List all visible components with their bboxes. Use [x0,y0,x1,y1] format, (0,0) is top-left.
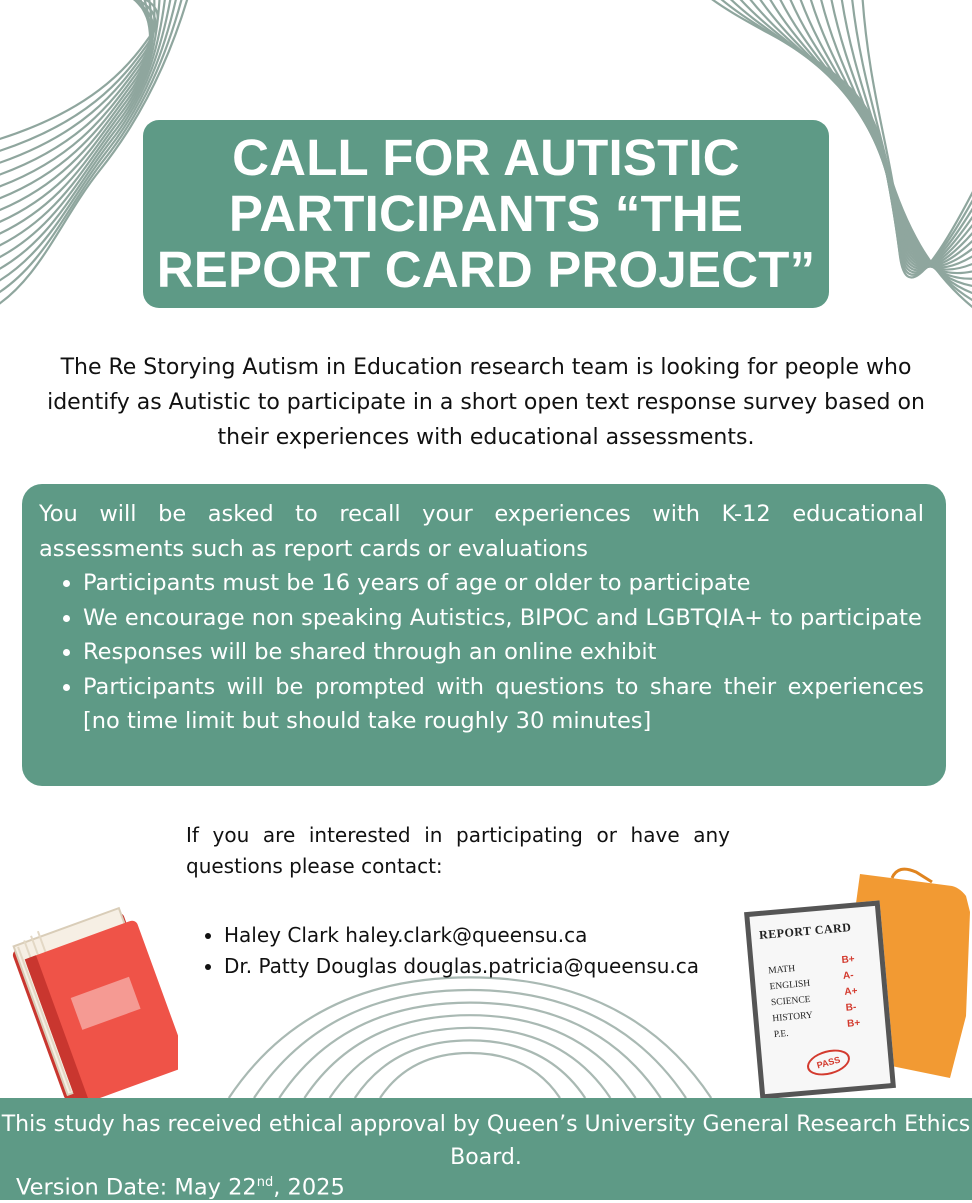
title-line-1: CALL FOR AUTISTIC [232,129,740,186]
grade-label: A+ [843,985,858,998]
pass-stamp: PASS [804,1045,853,1080]
subject-label: MATH [767,964,796,977]
contact-list [186,920,730,982]
report-card-heading: REPORT CARD [758,920,852,943]
details-lead: You will be asked to recall your experiences with K-12 educational assessments such as report cards or evaluations [39,501,924,562]
subject-label: P.E. [773,1028,790,1041]
wave-arc [279,1003,661,1098]
list-item: • We encourage non speaking Autistics, BIPOC and LGBTQIA+ to participate [83,601,924,636]
contact-person[interactable]: • Haley Clark haley.clark@queensu.ca [224,920,730,951]
grade-label: B- [845,1001,857,1014]
wave-arc [254,990,686,1098]
list-item: • Participants must be 16 years of age or older to participate [83,566,924,601]
title-banner [143,120,829,308]
version-date [16,1168,345,1203]
grade-label: A- [842,970,855,982]
subject-label: SCIENCE [770,994,811,1009]
wave-arc [229,977,711,1098]
contact-section [186,820,730,982]
title-line-2: PARTICIPANTS “THE [228,185,744,242]
list-item: • Responses will be shared through an online exhibit [83,635,924,670]
contact-person[interactable]: • Dr. Patty Douglas douglas.patricia@queensu.ca [224,951,730,982]
subject-label: ENGLISH [769,978,811,993]
wave-arc [330,1028,611,1098]
bottom-arc-waves [229,977,711,1098]
details-box [22,484,946,786]
wave-line [0,0,160,250]
title-line-3: REPORT CARD PROJECT” [156,241,816,298]
grade-label: B+ [846,1017,861,1030]
wave-arc [355,1040,585,1098]
intro-paragraph: The Re Storying Autism in Education research team is looking for people who identify as Autistic to participate in a short open text response survey based on their experiences with educational assessments. [47,355,925,450]
wave-arc [380,1053,560,1098]
version-prefix: Version Date: May 22 [16,1174,257,1201]
report-card-icon [744,900,896,1099]
grade-label: B+ [841,953,856,966]
approval-text: This study has received ethical approval by Queen’s University General Research Ethics Board. [1,1112,971,1170]
details-list [39,566,924,739]
version-year: , 2025 [273,1174,345,1201]
footer-bar [0,1098,972,1200]
version-ordinal: nd [256,1175,274,1190]
list-item: • Participants will be prompted with questions to share their experiences [no time limit but should take roughly 30 minutes] [83,670,924,739]
contact-text: If you are interested in participating or have any questions please contact: [186,823,730,878]
book-icon [8,886,178,1098]
subject-label: HISTORY [772,1010,814,1025]
